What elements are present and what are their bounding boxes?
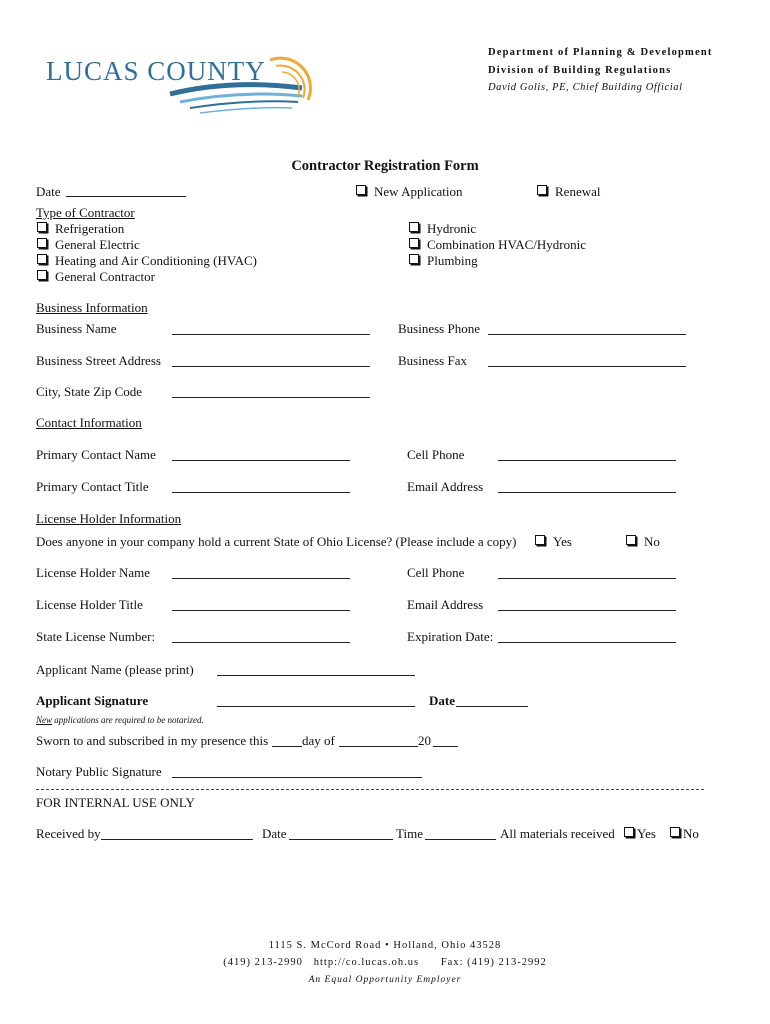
footer-fax: Fax: (419) 213-2992 — [440, 957, 547, 968]
footer-tagline: An Equal Opportunity Employer — [308, 975, 462, 985]
lucas-county-logo — [40, 52, 330, 122]
contractor-type-label: General Contractor — [55, 269, 155, 284]
contractor-type-label: Plumbing — [427, 253, 478, 268]
renewal-label: Renewal — [555, 184, 601, 199]
business-name-label: Business Name — [36, 321, 117, 336]
materials-no-checkbox[interactable] — [670, 826, 699, 842]
date-label: Date — [36, 184, 61, 199]
checkbox-icon — [409, 238, 419, 248]
plumbing-checkbox[interactable] — [409, 253, 478, 269]
checkbox-icon — [37, 254, 47, 264]
sworn-year-field[interactable] — [433, 746, 458, 747]
applicant-signature-label: Applicant Signature — [36, 693, 149, 708]
license-holder-name-field[interactable] — [172, 578, 350, 579]
new-application-label: New Application — [374, 184, 463, 199]
department-name: Department of Planning & Development — [488, 47, 713, 58]
footer-city: Holland, Ohio 43528 — [393, 940, 502, 951]
sworn-day-field[interactable] — [272, 746, 302, 747]
chief-official: David Golis, PE, Chief Building Official — [488, 82, 683, 93]
business-street-label: Business Street Address — [36, 353, 161, 368]
internal-date-field[interactable] — [289, 839, 393, 840]
dashed-divider — [36, 789, 704, 790]
checkbox-icon — [37, 238, 47, 248]
license-email-field[interactable] — [498, 610, 676, 611]
expiration-date-label: Expiration Date: — [407, 629, 494, 644]
logo-wordmark: LUCAS COUNTY — [46, 56, 266, 86]
materials-yes-checkbox[interactable] — [624, 826, 656, 842]
internal-use-heading: FOR INTERNAL USE ONLY — [36, 795, 195, 810]
cell-phone-field[interactable] — [498, 460, 676, 461]
primary-contact-name-label: Primary Contact Name — [36, 447, 156, 462]
business-name-field[interactable] — [172, 334, 370, 335]
primary-contact-name-field[interactable] — [172, 460, 350, 461]
checkbox-icon — [356, 185, 366, 195]
form-title: Contractor Registration Form — [291, 158, 479, 174]
license-email-label: Email Address — [407, 597, 484, 612]
cell-phone-label: Cell Phone — [407, 447, 465, 462]
sworn-text-b: day of — [302, 733, 335, 748]
applicant-name-field[interactable] — [217, 675, 415, 676]
logo-wave-graphic — [40, 52, 330, 122]
email-address-label: Email Address — [407, 479, 484, 494]
footer-phone: (419) 213-2990 — [223, 957, 303, 968]
applicant-name-label: Applicant Name (please print) — [36, 662, 194, 677]
checkbox-icon — [626, 535, 636, 545]
email-address-field[interactable] — [498, 492, 676, 493]
contractor-type-label: Hydronic — [427, 221, 477, 236]
notary-signature-field[interactable] — [172, 777, 422, 778]
date-field[interactable] — [66, 196, 186, 197]
primary-contact-title-field[interactable] — [172, 492, 350, 493]
notarization-note — [36, 715, 204, 725]
new-application-checkbox[interactable] — [356, 184, 462, 200]
sworn-text-c: 20 — [418, 733, 431, 748]
received-by-label: Received by — [36, 826, 101, 841]
checkbox-icon — [409, 222, 419, 232]
contractor-type-label: Refrigeration — [55, 221, 125, 236]
sworn-month-field[interactable] — [339, 746, 418, 747]
applicant-date-label: Date — [429, 693, 455, 708]
checkbox-icon — [37, 270, 47, 280]
license-holder-name-label: License Holder Name — [36, 565, 151, 580]
state-license-number-field[interactable] — [172, 642, 350, 643]
notarization-rest: applications are required to be notarized. — [52, 715, 204, 725]
internal-time-field[interactable] — [425, 839, 496, 840]
contractor-type-label: Heating and Air Conditioning (HVAC) — [55, 253, 257, 268]
checkbox-icon — [535, 535, 545, 545]
sworn-text-a: Sworn to and subscribed in my presence this — [36, 733, 269, 748]
checkbox-icon — [624, 827, 634, 837]
yes-label: Yes — [637, 826, 656, 841]
license-question: Does anyone in your company hold a current State of Ohio License? (Please include a copy) — [36, 534, 517, 549]
license-holder-heading: License Holder Information — [36, 511, 182, 526]
checkbox-icon — [670, 827, 680, 837]
contractor-type-label: Combination HVAC/Hydronic — [427, 237, 587, 252]
contractor-type-label: General Electric — [55, 237, 140, 252]
yes-label: Yes — [553, 534, 572, 549]
general-contractor-checkbox[interactable] — [37, 269, 155, 285]
city-state-zip-label: City, State Zip Code — [36, 384, 143, 399]
checkbox-icon — [409, 254, 419, 264]
footer-website[interactable]: http://co.lucas.oh.us — [313, 957, 420, 968]
business-fax-label: Business Fax — [398, 353, 467, 368]
contact-information-heading: Contact Information — [36, 415, 142, 430]
checkbox-icon — [37, 222, 47, 232]
received-by-field[interactable] — [101, 839, 253, 840]
license-holder-title-field[interactable] — [172, 610, 350, 611]
general-electric-checkbox[interactable] — [37, 237, 140, 253]
license-holder-title-label: License Holder Title — [36, 597, 143, 612]
business-phone-field[interactable] — [488, 334, 686, 335]
refrigeration-checkbox[interactable] — [37, 221, 124, 237]
license-no-checkbox[interactable] — [626, 534, 660, 550]
internal-date-label: Date — [262, 826, 287, 841]
business-information-heading: Business Information — [36, 300, 148, 315]
business-phone-label: Business Phone — [398, 321, 480, 336]
license-cell-phone-label: Cell Phone — [407, 565, 465, 580]
footer-contact-line — [0, 957, 770, 968]
all-materials-label: All materials received — [500, 826, 615, 841]
notarization-new: New — [36, 715, 53, 725]
no-label: No — [683, 826, 699, 841]
type-of-contractor-heading: Type of Contractor — [36, 205, 135, 220]
footer-address-line — [0, 940, 770, 951]
license-yes-checkbox[interactable] — [535, 534, 572, 550]
renewal-checkbox[interactable] — [537, 184, 600, 200]
business-street-field[interactable] — [172, 366, 370, 367]
footer-street: 1115 S. McCord Road — [268, 940, 382, 951]
internal-time-label: Time — [396, 826, 423, 841]
no-label: No — [644, 534, 660, 549]
applicant-date-field[interactable] — [456, 706, 528, 707]
applicant-signature-field[interactable] — [217, 706, 415, 707]
notary-signature-label: Notary Public Signature — [36, 764, 162, 779]
expiration-date-field[interactable] — [498, 642, 676, 643]
primary-contact-title-label: Primary Contact Title — [36, 479, 149, 494]
division-name: Division of Building Regulations — [488, 65, 672, 76]
hydronic-checkbox[interactable] — [409, 221, 476, 237]
state-license-number-label: State License Number: — [36, 629, 156, 644]
business-fax-field[interactable] — [488, 366, 686, 367]
checkbox-icon — [537, 185, 547, 195]
hvac-checkbox[interactable] — [37, 253, 257, 269]
bullet-icon: • — [385, 940, 390, 951]
combination-hvac-hydronic-checkbox[interactable] — [409, 237, 586, 253]
license-cell-phone-field[interactable] — [498, 578, 676, 579]
city-state-zip-field[interactable] — [172, 397, 370, 398]
